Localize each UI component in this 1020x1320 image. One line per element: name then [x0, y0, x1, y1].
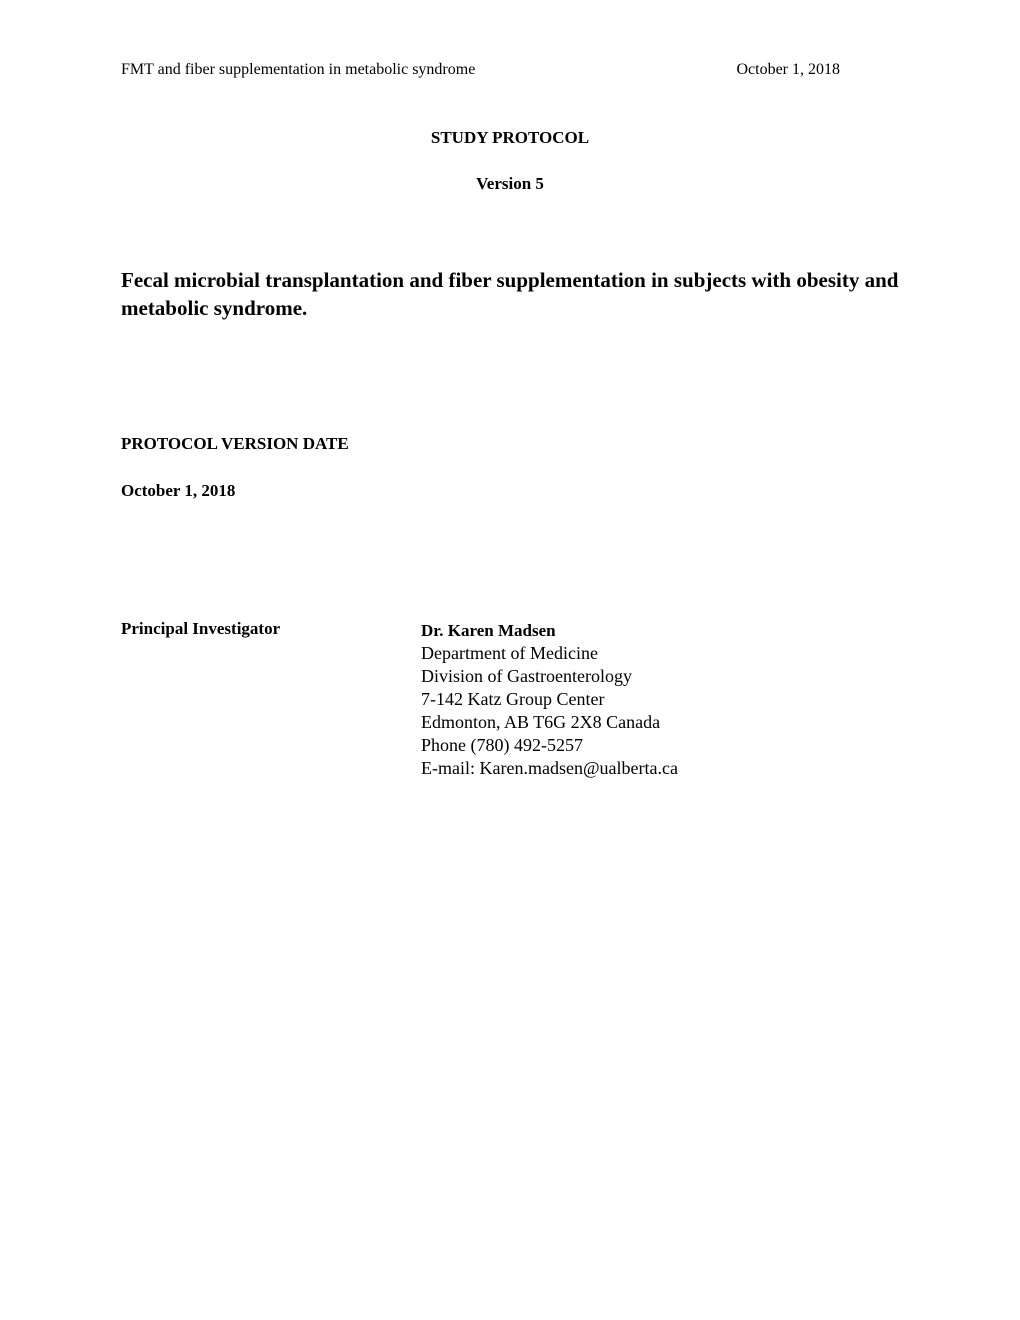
pi-department: Department of Medicine	[421, 643, 598, 663]
document-title: Fecal microbial transplantation and fiber supplementation in subjects with obesity and metabolic syndrome.	[121, 268, 899, 320]
header-running-title: FMT and fiber supplementation in metabolic syndrome	[121, 61, 476, 78]
document-type: STUDY PROTOCOL	[430, 128, 590, 147]
principal-investigator-label: Principal Investigator	[121, 619, 281, 638]
protocol-version-date-label: PROTOCOL VERSION DATE	[121, 434, 349, 453]
pi-phone: Phone (780) 492-5257	[421, 735, 583, 755]
pi-name: Dr. Karen Madsen	[421, 621, 556, 640]
protocol-version-date-value: October 1, 2018	[121, 481, 236, 500]
pi-division: Division of Gastroenterology	[421, 666, 632, 686]
header-date: October 1, 2018	[736, 61, 840, 78]
pi-city: Edmonton, AB T6G 2X8 Canada	[421, 712, 661, 732]
principal-investigator-contact	[421, 619, 678, 780]
document-version: Version 5	[476, 174, 544, 193]
pi-office: 7-142 Katz Group Center	[421, 689, 605, 709]
pi-email: E-mail: Karen.madsen@ualberta.ca	[421, 758, 678, 778]
